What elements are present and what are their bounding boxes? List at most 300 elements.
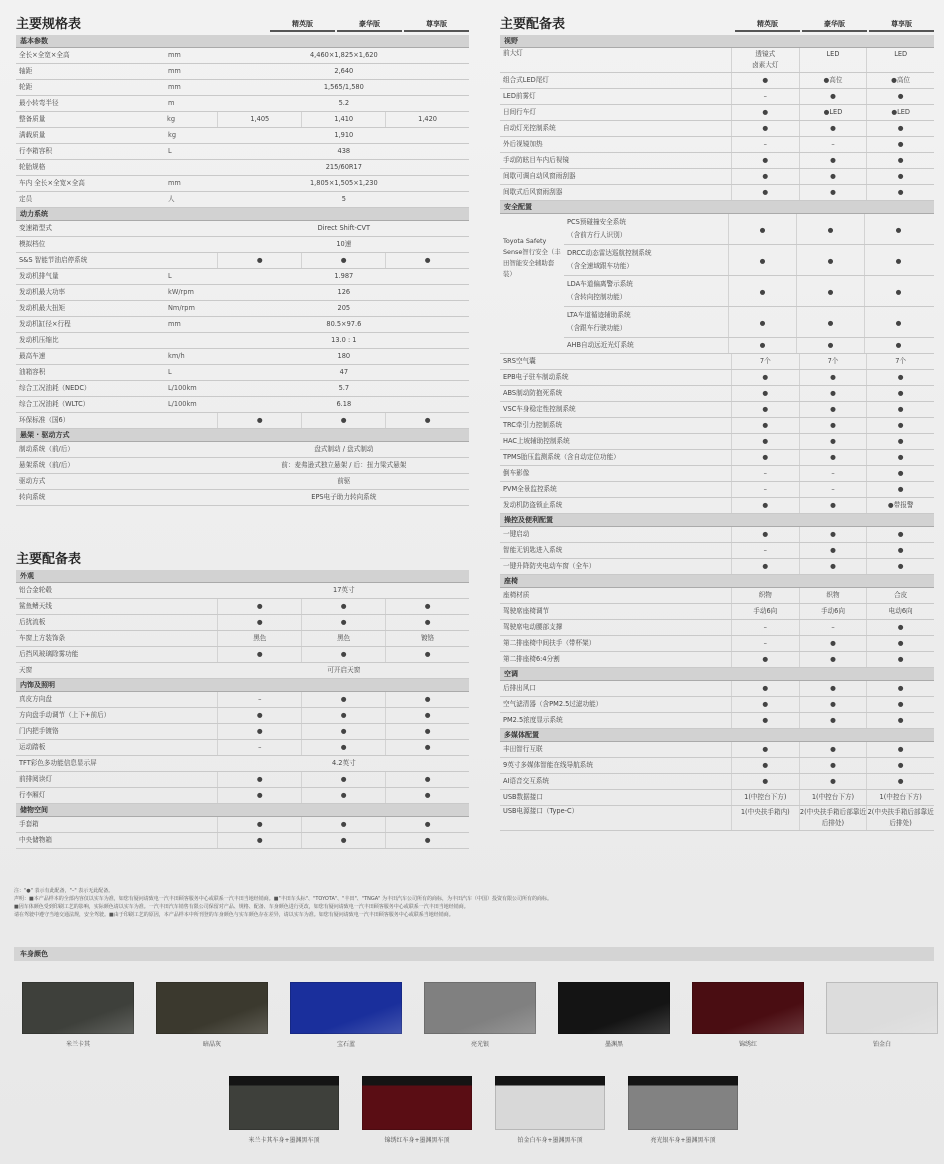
color-name: 暗晶灰: [202, 1041, 221, 1048]
row-value: ●: [866, 713, 934, 728]
section-header: 悬架 · 驱动方式: [16, 429, 469, 442]
table-row: [500, 466, 934, 482]
table-row: [16, 96, 469, 112]
table-row: [500, 354, 934, 370]
row-label: 运动踏板: [19, 743, 46, 751]
row-value: ●: [301, 708, 385, 723]
row-label: 驾驶席电动腰部支撑: [503, 623, 563, 631]
table-row: [500, 636, 934, 652]
row-value: ●: [385, 647, 469, 662]
table-row: [16, 48, 469, 64]
row-value: ●: [301, 599, 385, 614]
spec-table-body: [16, 35, 469, 506]
row-label: 油箱容积: [19, 368, 46, 376]
row-value: ●: [864, 307, 932, 337]
section-header: 座椅: [500, 575, 934, 588]
row-value: ●: [796, 245, 864, 275]
row-label: 间歇式后风窗雨刮器: [503, 188, 563, 196]
table-row: [16, 317, 469, 333]
row-value: ●: [866, 559, 934, 574]
equipment-left-title: 主要配备表: [16, 552, 82, 567]
row-value: ●: [731, 498, 799, 513]
table-row: [16, 80, 469, 96]
row-unit: [168, 333, 219, 348]
row-value: ●: [385, 599, 469, 614]
row-value: 1,565/1,580: [323, 83, 364, 91]
tss-item-note: （含跟车行驶功能）: [567, 324, 627, 332]
row-label: 悬架系统（前/后）: [19, 461, 74, 469]
table-row: [500, 482, 934, 498]
table-row: [16, 365, 469, 381]
row-label: 发动机压缩比: [19, 336, 59, 344]
row-value: ●: [731, 697, 799, 712]
row-value: 织物: [731, 588, 799, 603]
table-row: [500, 652, 934, 668]
row-value: 电动6向: [866, 604, 934, 619]
row-value: ●: [796, 338, 864, 353]
row-value: ●LED: [799, 105, 867, 120]
row-value: ●: [866, 185, 934, 200]
row-value: ●: [728, 338, 796, 353]
row-label: 门内把手镀铬: [19, 727, 59, 735]
section-header: 视野: [500, 35, 934, 48]
row-value: ●: [731, 527, 799, 542]
table-row: [16, 112, 469, 128]
row-value: ●: [217, 772, 301, 787]
row-value: ●: [301, 647, 385, 662]
table-row: [500, 527, 934, 543]
row-value: ●: [866, 527, 934, 542]
row-value: ●: [866, 434, 934, 449]
version-header: 尊享版: [869, 19, 934, 32]
row-label: 车内 全长×全宽×全高: [19, 179, 85, 187]
row-label: PM2.5浓度显示系统: [503, 716, 563, 724]
row-value: ●: [385, 833, 469, 848]
table-row: [500, 89, 934, 105]
row-value: 180: [337, 352, 351, 360]
row-label: AI语音交互系统: [503, 777, 550, 785]
row-label: 中央储物箱: [19, 836, 52, 844]
row-value: ●: [301, 833, 385, 848]
row-unit: kW/rpm: [168, 288, 194, 296]
row-value: 前：麦弗逊式独立悬架 / 后：扭力梁式悬架: [281, 461, 407, 469]
row-value: –: [217, 740, 301, 755]
table-row: [500, 121, 934, 137]
row-unit: [167, 413, 217, 428]
table-row: [500, 370, 934, 386]
color-name: 米兰卡其车身+墨渊黑车顶: [248, 1137, 320, 1144]
row-value: ●: [301, 692, 385, 707]
table-row: [500, 185, 934, 201]
row-value: 5.7: [338, 384, 350, 392]
row-value: 2,640: [334, 67, 354, 75]
row-value: ●: [866, 418, 934, 433]
color-name: 锦绣红: [738, 1041, 757, 1048]
equipment-left-header: [16, 545, 469, 567]
row-value: 手动6向: [731, 604, 799, 619]
row-value: ●: [799, 185, 867, 200]
row-label: 转向系统: [19, 493, 46, 501]
table-row: [16, 397, 469, 413]
tss-label: Toyota Safety Sense智行安全（丰田智能安全辅助套装）: [500, 214, 564, 354]
row-value: ●: [301, 817, 385, 832]
table-row: [500, 543, 934, 559]
row-unit: kg: [167, 115, 176, 123]
row-value: ●: [731, 185, 799, 200]
table-row: [16, 253, 469, 269]
row-label: 最高车速: [19, 352, 46, 360]
row-value: LED: [866, 48, 934, 72]
row-value: 1(中央扶手箱内): [731, 806, 799, 830]
row-value: ●: [864, 276, 932, 306]
row-unit: mm: [168, 320, 181, 328]
row-value: 黑色: [301, 631, 385, 646]
row-value: 10速: [336, 240, 352, 248]
table-row: [16, 333, 469, 349]
row-value: ●: [864, 214, 932, 244]
table-row: [500, 774, 934, 790]
color-name: 墨渊黑: [604, 1041, 623, 1048]
row-unit: L: [168, 272, 172, 280]
row-value: 1(中控台下方): [731, 790, 799, 805]
table-row: [16, 788, 469, 804]
row-value: ●: [799, 543, 867, 558]
section-header: 空调: [500, 668, 934, 681]
table-row: [500, 620, 934, 636]
row-value: –: [731, 620, 799, 635]
row-value: ●: [385, 615, 469, 630]
section-header: 动力系统: [16, 208, 469, 221]
row-value: ●: [799, 758, 867, 773]
color-chip: [692, 982, 804, 1034]
table-row: [16, 490, 469, 506]
row-value: ●: [731, 121, 799, 136]
row-value: ●: [217, 253, 301, 268]
row-label: [564, 214, 728, 244]
row-value: ●: [799, 370, 867, 385]
color-name: 亮光银: [470, 1041, 489, 1048]
row-value: ●: [866, 137, 934, 152]
row-label: 鲨鱼鳍天线: [19, 602, 52, 610]
row-value: ●: [385, 708, 469, 723]
color-chip: [290, 982, 402, 1034]
row-value: ●: [731, 681, 799, 696]
row-label: 第二排座椅6:4分割: [503, 655, 560, 663]
row-value: ●: [796, 276, 864, 306]
row-value: ●: [866, 450, 934, 465]
table-row: [500, 137, 934, 153]
row-value: ●: [731, 742, 799, 757]
row-value: ●: [799, 386, 867, 401]
row-label: 车窗上方装饰条: [19, 634, 66, 642]
row-unit: mm: [168, 179, 181, 187]
row-value: 126: [337, 288, 351, 296]
row-value: 黑色: [217, 631, 301, 646]
table-row: [16, 724, 469, 740]
row-label: ABS制动防抱死系统: [503, 389, 563, 397]
row-label: 第二排座椅中间扶手（带杯架）: [503, 639, 596, 647]
version-header: 精英版: [735, 19, 800, 32]
row-value: ●: [385, 692, 469, 707]
table-row: [16, 221, 469, 237]
table-row: [500, 450, 934, 466]
table-row: [16, 349, 469, 365]
row-value: ●: [385, 772, 469, 787]
row-value: 6.18: [336, 400, 352, 408]
table-row: [16, 381, 469, 397]
table-row: [16, 64, 469, 80]
row-value: ●: [217, 647, 301, 662]
row-label: TRC牵引力控制系统: [503, 421, 563, 429]
row-value: 可开启天窗: [327, 666, 361, 674]
row-value: 1(中控台下方): [799, 790, 867, 805]
row-value: ●: [799, 450, 867, 465]
row-label: 方向盘手动调节（上下+前后）: [19, 711, 111, 719]
table-row: [500, 153, 934, 169]
table-row: [16, 285, 469, 301]
row-label: VSC车身稳定性控制系统: [503, 405, 576, 413]
row-value: –: [731, 466, 799, 481]
footnote-line: 请在驾驶中遵守当地交通法规，安全驾驶。■由于印刷工艺的原因，本产品样本中所刊登的车身颜色与实车颜色存在差异，请以实车为准。如您有疑问请致电一汽丰田顾客服务中心或联系当地经销商。: [14, 912, 454, 918]
row-value: 镀铬: [385, 631, 469, 646]
color-swatch: [424, 982, 536, 1048]
tss-item-note: （含转向控制功能）: [567, 293, 627, 301]
row-value: ●: [217, 708, 301, 723]
row-value: ●: [866, 370, 934, 385]
row-value: ●: [866, 543, 934, 558]
table-row: [16, 176, 469, 192]
table-row: [500, 697, 934, 713]
table-row: [500, 402, 934, 418]
row-value: ●: [217, 599, 301, 614]
version-header: 尊享版: [404, 19, 469, 32]
spec-table-header: [16, 10, 469, 32]
color-swatch-two-tone: [628, 1076, 738, 1144]
row-label: 制动系统（前/后）: [19, 445, 74, 453]
row-label: [564, 245, 728, 275]
row-label: 发动机排气量: [19, 272, 59, 280]
row-value: 7个: [731, 354, 799, 369]
row-value: 1(中控台下方): [866, 790, 934, 805]
row-unit: kg: [168, 131, 177, 139]
row-label: 最小转弯半径: [19, 99, 59, 107]
row-label: TPMS胎压监测系统（含自动定位功能）: [503, 453, 620, 461]
row-label: 手套箱: [19, 820, 39, 828]
row-value: ●: [799, 402, 867, 417]
row-label: 环保标准（国6）: [19, 416, 70, 424]
row-value: 215/60R17: [325, 163, 362, 171]
row-value: ●: [866, 652, 934, 667]
table-row: [500, 790, 934, 806]
row-unit: [168, 458, 219, 473]
row-label: 后排出风口: [503, 684, 536, 692]
tss-item-name: LTA车道循迹辅助系统: [567, 311, 631, 319]
row-label: 前大灯: [503, 49, 523, 57]
row-label: 发动机最大扭矩: [19, 304, 66, 312]
row-label: 倒车影像: [503, 469, 530, 477]
row-label: 9英寸多媒体智能在线导航系统: [503, 761, 593, 769]
version-header: 豪华版: [337, 19, 402, 32]
table-row: [16, 301, 469, 317]
row-value: ●: [731, 434, 799, 449]
row-value: ●: [731, 652, 799, 667]
row-unit: [168, 474, 219, 489]
row-unit: [168, 490, 219, 505]
table-row: [16, 599, 469, 615]
footnote-line: 注："●" 表示有此配备，"–" 表示无此配备。: [14, 888, 114, 894]
table-row: [16, 833, 469, 849]
row-value: ●: [866, 774, 934, 789]
row-value: ●: [866, 620, 934, 635]
row-label: AHB自动远近光灯系统: [567, 341, 634, 349]
row-value: 1,910: [334, 131, 354, 139]
table-row: [16, 756, 469, 772]
row-label: 一键升降防夹电动车窗（全车）: [503, 562, 596, 570]
row-value: 1,405: [217, 112, 301, 127]
row-value: ●: [866, 402, 934, 417]
color-chip: [826, 982, 938, 1034]
row-value: ●: [799, 559, 867, 574]
row-value: ●: [799, 418, 867, 433]
row-value: ●: [217, 413, 301, 428]
table-row: [16, 237, 469, 253]
row-value: ●: [217, 724, 301, 739]
row-value: ●: [731, 713, 799, 728]
spec-table: [16, 10, 469, 506]
color-chip: [424, 982, 536, 1034]
table-row: [500, 604, 934, 620]
row-value: ●: [301, 615, 385, 630]
color-swatch-two-tone: [362, 1076, 472, 1144]
row-value: ●: [728, 307, 796, 337]
table-row: [16, 663, 469, 679]
row-value: –: [217, 692, 301, 707]
row-label: 后挡风玻璃除雾功能: [19, 650, 79, 658]
row-label: 发动机缸径×行程: [19, 320, 71, 328]
row-value: ●: [799, 742, 867, 757]
row-label: 发动机防盗锁止系统: [503, 501, 563, 509]
equipment-table-right: [500, 10, 934, 831]
table-row: [16, 144, 469, 160]
row-value: ●: [731, 402, 799, 417]
table-row: [16, 160, 469, 176]
table-row: [500, 105, 934, 121]
row-label: 整备质量: [19, 115, 46, 123]
row-value: ●: [301, 740, 385, 755]
row-value: ●: [866, 386, 934, 401]
footnotes: [14, 887, 932, 919]
row-value: 盘式制动 / 盘式制动: [314, 445, 374, 453]
row-value: –: [799, 137, 867, 152]
row-label: 模拟档位: [19, 240, 46, 248]
table-row: [500, 73, 934, 89]
color-chip: [628, 1076, 738, 1130]
row-label: USB电源接口（Type-C）: [503, 807, 579, 815]
row-value: ●: [799, 153, 867, 168]
row-value: ●: [864, 245, 932, 275]
row-label: 铝合金轮毂: [19, 586, 52, 594]
table-row: [500, 169, 934, 185]
table-row: [564, 338, 934, 354]
row-value: 前驱: [337, 477, 351, 485]
row-value: ●: [301, 788, 385, 803]
row-value: ●: [731, 386, 799, 401]
row-value: ●: [799, 169, 867, 184]
row-label: 轮距: [19, 83, 33, 91]
row-value: 5.2: [338, 99, 350, 107]
table-row: [500, 48, 934, 73]
row-value: ●: [799, 121, 867, 136]
row-unit: [168, 221, 219, 236]
row-unit: L: [168, 147, 172, 155]
row-value: ●: [796, 214, 864, 244]
row-value: ●: [799, 774, 867, 789]
color-chip: [22, 982, 134, 1034]
equipment-right-header: [500, 10, 934, 32]
row-value: ●: [799, 697, 867, 712]
section-header: 储物空间: [16, 804, 469, 817]
table-row: [16, 692, 469, 708]
version-header: 豪华版: [802, 19, 867, 32]
row-label: 驱动方式: [19, 477, 46, 485]
row-label: 行李箱容积: [19, 147, 52, 155]
row-value: 1.987: [334, 272, 354, 280]
table-row: [16, 708, 469, 724]
row-label: 间歇可调自动风窗雨刮器: [503, 172, 576, 180]
section-header: 内饰及照明: [16, 679, 469, 692]
row-value: ●LED: [866, 105, 934, 120]
table-row: [16, 413, 469, 429]
row-label: 驾驶席座椅调节: [503, 607, 550, 615]
tss-group: [500, 214, 934, 354]
row-unit: mm: [168, 51, 181, 59]
color-swatch: [22, 982, 134, 1048]
row-label: 综合工况油耗（WLTC）: [19, 400, 90, 408]
footnote-line: ■因车体颜色受到印刷工艺的影响，实际颜色请以实车为准。一汽丰田汽车销售有限公司保留对产品、规格、配备、车身颜色进行更改，如您有疑问请致电一汽丰田顾客服务中心或联系一汽丰田当地经销商。: [14, 904, 469, 910]
tss-items: [564, 214, 934, 354]
table-row: [16, 817, 469, 833]
version-header: 精英版: [270, 19, 335, 32]
table-row: [16, 458, 469, 474]
row-label: 手动防眩目车内后视镜: [503, 156, 569, 164]
row-value: ●: [799, 527, 867, 542]
section-header: 操控及便利配置: [500, 514, 934, 527]
row-value: ●: [731, 370, 799, 385]
row-label: 组合式LED尾灯: [503, 76, 549, 84]
row-value: ●: [731, 73, 799, 88]
row-label: EPB电子驻车制动系统: [503, 373, 569, 381]
body-colors-header: 车身颜色: [14, 947, 934, 961]
table-row: [16, 442, 469, 458]
row-value: ●: [866, 758, 934, 773]
row-unit: m: [168, 99, 175, 107]
row-label: 前排阅读灯: [19, 775, 52, 783]
spec-table-title: 主要规格表: [16, 17, 82, 32]
section-header: 多媒体配置: [500, 729, 934, 742]
row-value: ●: [866, 482, 934, 497]
row-value: LED: [799, 48, 867, 72]
row-label: 综合工况油耗（NEDC）: [19, 384, 91, 392]
row-value: –: [799, 482, 867, 497]
row-unit: [168, 237, 219, 252]
row-value: ●: [866, 89, 934, 104]
row-value: ●: [866, 466, 934, 481]
row-value: –: [731, 89, 799, 104]
row-value: EPS电子助力转向系统: [311, 493, 377, 501]
row-value: ●: [301, 724, 385, 739]
table-row: [16, 128, 469, 144]
row-label: PVM全景监控系统: [503, 485, 557, 493]
